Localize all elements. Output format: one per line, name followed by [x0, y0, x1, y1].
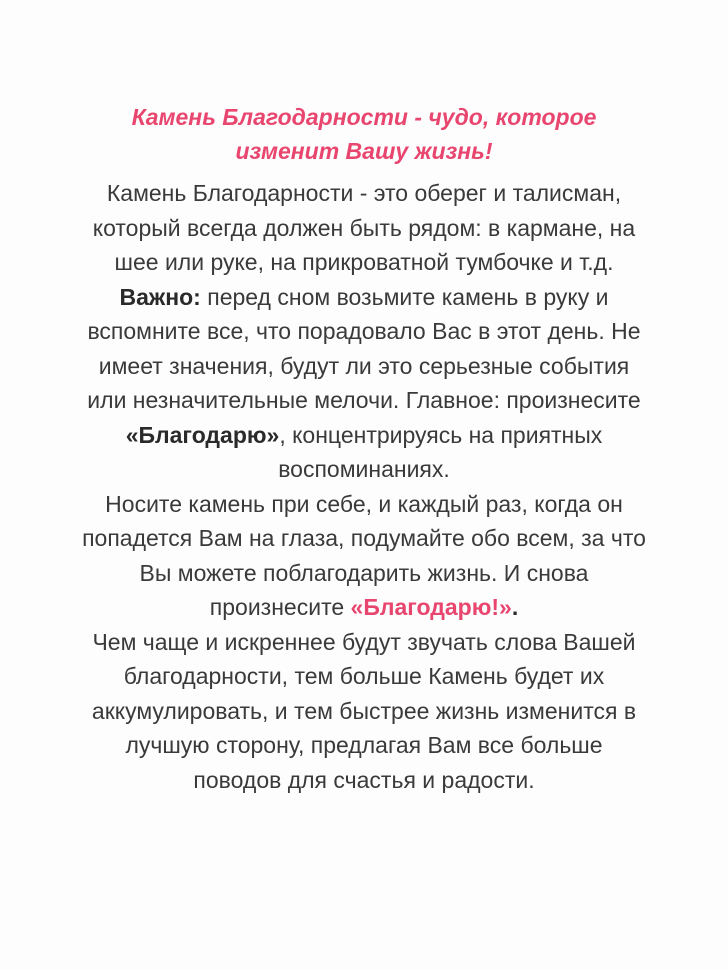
paragraph-1-line-1: Камень Благодарности - это оберег и талисман, — [106, 180, 622, 206]
paragraph-1-line-3: шее или руке, на прикроватной тумбочке и т.д. — [114, 249, 614, 275]
paragraph-2-line-2: вспомните все, что порадовало Вас в этот день. Не — [87, 318, 641, 344]
paragraph-3-line-3: Вы можете поблагодарить жизнь. И снова — [139, 559, 589, 586]
thanks-phrase-bold: «Благодарю» — [125, 421, 280, 448]
paragraph-2-line-4: или незначительные мелочи. Главное: произнесите — [87, 387, 641, 413]
important-label: Важно: — [119, 283, 201, 310]
paragraph-talisman — [8, 176, 720, 280]
paragraph-4-line-2: благодарности, тем больше Камень будет их — [123, 663, 605, 689]
title-line-1: Камень Благодарности - чудо, которое — [131, 104, 597, 130]
paragraph-important — [8, 280, 720, 487]
paragraph-3-line-4-prefix: произнесите — [209, 594, 351, 620]
paragraph-4-line-3: аккумулировать, и тем быстрее жизнь изменится в — [91, 697, 637, 724]
paragraph-2-line-1 — [8, 280, 720, 315]
thanks-phrase-accent: «Благодарю!» — [350, 594, 512, 620]
paragraph-1-line-2: который всегда должен быть рядом: в кармане, на — [92, 214, 636, 241]
document-title — [8, 100, 720, 168]
paragraph-more-often — [8, 625, 720, 798]
paragraph-4-line-1: Чем чаще и искреннее будут звучать слова Вашей — [92, 628, 636, 655]
paragraph-3-line-1: Носите камень при себе, и каждый раз, когда он — [105, 490, 623, 517]
paragraph-4-line-5: поводов для счастья и радости. — [193, 766, 535, 793]
paragraph-3-line-4-suffix: . — [511, 594, 519, 620]
paragraph-2-line-3: имеет значения, будут ли это серьезные события — [98, 352, 630, 379]
paragraph-2-line-5-text: , концентрируясь на приятных — [279, 421, 603, 448]
paragraph-3-line-2: попадется Вам на глаза, подумайте обо всем, за что — [82, 525, 646, 551]
paragraph-2-line-6: воспоминаниях. — [278, 456, 450, 482]
document-body — [8, 176, 720, 797]
paragraph-carry-stone — [8, 487, 720, 625]
title-line-2: изменит Вашу жизнь! — [235, 138, 493, 164]
paragraph-2-line-5 — [8, 418, 720, 453]
paragraph-4-line-4: лучшую сторону, предлагая Вам все больше — [125, 732, 603, 758]
paragraph-3-line-4 — [8, 590, 720, 625]
paragraph-2-line-1-text: перед сном возьмите камень в руку и — [200, 283, 609, 310]
